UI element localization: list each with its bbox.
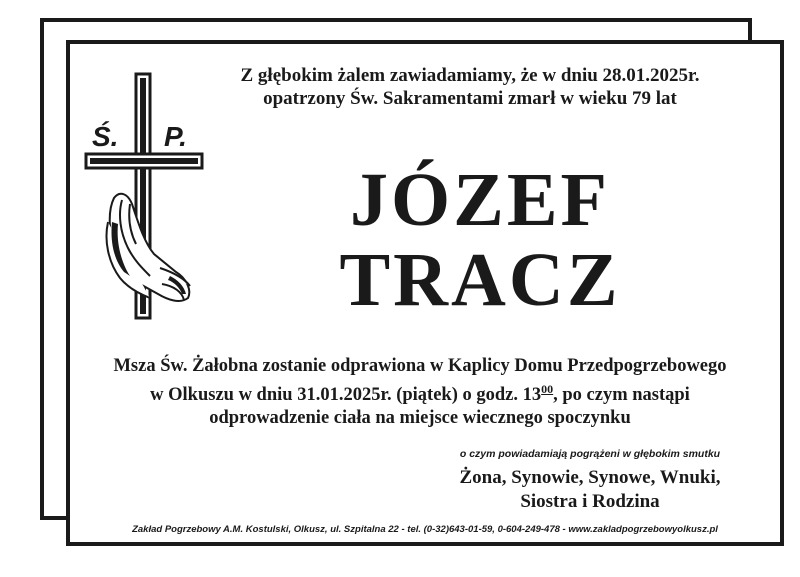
announcement-intro	[200, 64, 740, 110]
emblem-letter-s: Ś.	[92, 121, 119, 152]
deceased-first-name: JÓZEF	[350, 158, 610, 242]
intro-line-1: Z głębokim żalem zawiadamiamy, że w dniu 28.01.2025r.	[240, 65, 700, 86]
mass-line-2-end: , po czym nastąpi	[553, 385, 690, 406]
family-signature	[420, 466, 760, 514]
funeral-mass-info	[80, 355, 760, 430]
family-line-1: Żona, Synowie, Synowe, Wnuki,	[459, 467, 721, 488]
mass-hour-minutes: 00	[541, 382, 554, 396]
notify-text: o czym powiadamiają pogrążeni w głębokim smutku	[459, 448, 721, 460]
emblem-letter-p: P.	[164, 121, 187, 152]
deceased-last-name: TRACZ	[339, 238, 621, 322]
cross-with-praying-hands-icon	[84, 72, 204, 322]
mass-line-2-start: w Olkuszu w dniu 31.01.2025r. (piątek) o godz. 13	[150, 385, 542, 406]
mass-line-3: odprowadzenie ciała na miejsce wiecznego spoczynku	[209, 408, 631, 429]
mass-line-1: Msza Św. Żałobna zostanie odprawiona w Kaplicy Domu Przedpogrzebowego	[113, 356, 727, 376]
mass-line-2	[80, 378, 760, 407]
funeral-home-footer: Zakład Pogrzebowy A.M. Kostulski, Olkusz, ul. Szpitalna 22 - tel. (0-32)643-01-59, 0-604-249-478 - www.zakladpogrzebowyolkusz.pl	[132, 524, 718, 535]
intro-line-2: opatrzony Św. Sakramentami zmarł w wieku 79 lat	[263, 88, 677, 109]
family-line-2: Siostra i Rodzina	[520, 491, 660, 512]
